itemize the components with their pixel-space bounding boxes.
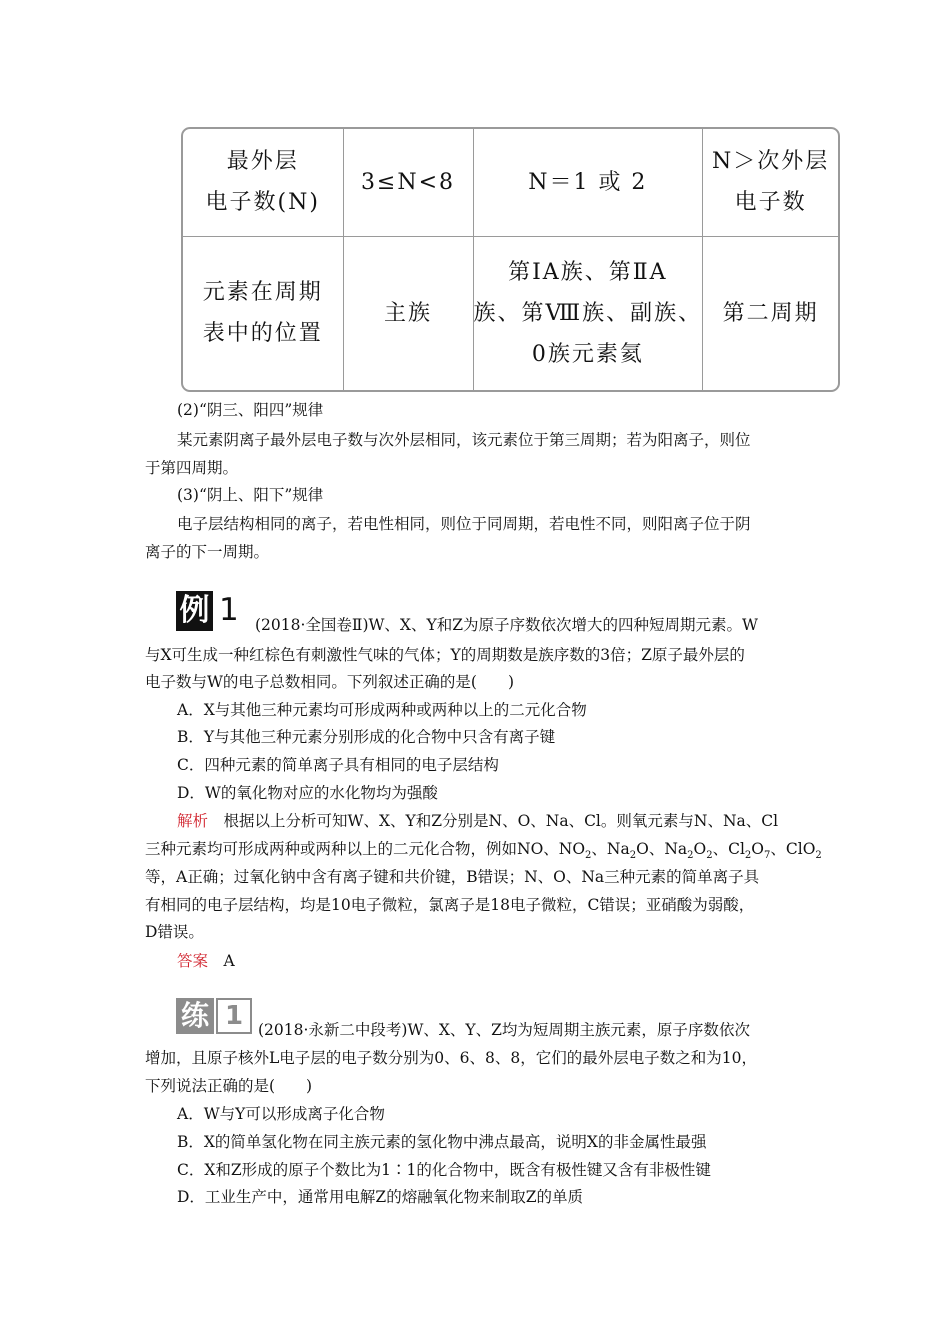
practice-option-c: C．X和Z形成的原子个数比为1∶1的化合物中，既含有极性键又含有非极性键: [177, 1161, 711, 1179]
example-option-c: C．四种元素的简单离子具有相同的电子层结构: [177, 756, 499, 774]
rule2-text-line2: 于第四周期。: [145, 459, 239, 477]
practice-question-line3: 下列说法正确的是( ): [145, 1077, 313, 1095]
example-question-line3: 电子数与W的电子总数相同。下列叙述正确的是( ): [145, 673, 515, 691]
example-analysis-line4: 有相同的电子层结构，均是10电子微粒，氯离子是18电子微粒，C错误；亚硝酸为弱酸，: [145, 896, 755, 914]
rule2-text-line1: 某元素阴离子最外层电子数与次外层相同，该元素位于第三周期；若为阳离子，则位: [177, 431, 751, 449]
rule2-title: (2)“阴三、阳四”规律: [177, 401, 324, 419]
practice-badge-number: 1: [224, 1001, 244, 1031]
practice-option-d: D．工业生产中，通常用电解Z的熔融氧化物来制取Z的单质: [177, 1188, 583, 1206]
example-analysis-line3: 等，A正确；过氧化钠中含有离子键和共价键，B错误；N、O、Na三种元素的简单离子具: [145, 868, 760, 886]
practice-badge-char: 练: [180, 999, 209, 1032]
answer-label: 答案: [177, 952, 209, 970]
rule3-text-line1: 电子层结构相同的离子，若电性相同，则位于同周期，若电性不同，则阳离子位于阴: [177, 515, 751, 533]
example-option-d: D．W的氧化物对应的水化物均为强酸: [177, 784, 438, 802]
rule3-text-line2: 离子的下一周期。: [145, 543, 270, 561]
example-badge-number: 1: [219, 592, 239, 628]
table-cell-n-1-or-2: N＝1 或 2: [473, 129, 703, 236]
practice-option-b: B．X的简单氢化物在同主族元素的氢化物中沸点最高，说明X的非金属性最强: [177, 1133, 707, 1151]
practice-question-line2: 增加，且原子核外L电子层的电子数分别为0、6、8、8，它们的最外层电子数之和为10，: [145, 1049, 757, 1067]
table-cell-main-group-range: 3≤N<8: [343, 129, 473, 236]
example-badge-char: 例: [179, 593, 210, 628]
analysis-label: 解析: [177, 812, 209, 830]
practice-option-a: A．W与Y可以形成离子化合物: [177, 1105, 385, 1123]
example-answer: [177, 951, 235, 971]
answer-value: A: [223, 952, 235, 970]
example-option-a: A．X与其他三种元素均可形成两种或两种以上的二元化合物: [177, 701, 587, 719]
element-position-table: [181, 127, 840, 392]
example-analysis-line5: D错误。: [145, 923, 204, 941]
table-header-position: 元素在周期 表中的位置: [183, 236, 343, 390]
table-cell-n-greater: N＞次外层 电子数: [703, 129, 838, 236]
table-cell-groups: 第ⅠA族、第ⅡA 族、第Ⅷ族、副族、 0族元素氦: [473, 236, 703, 390]
table-header-outer-electrons: 最外层 电子数(N): [183, 129, 343, 236]
example-option-b: B．Y与其他三种元素分别形成的化合物中只含有离子键: [177, 728, 556, 746]
example-analysis-line2: 三种元素均可形成两种或两种以上的二元化合物，例如NO、$NO_2$、$Na_2O$、$Na_2O_2$、$Cl_2O_7$、ClO$_2$: [145, 840, 822, 862]
rule3-title: (3)“阴上、阳下”规律: [177, 486, 324, 504]
table-cell-second-period: 第二周期: [703, 236, 838, 390]
example-question-line1: (2018·全国卷Ⅱ)W、X、Y和Z为原子序数依次增大的四种短周期元素。W: [255, 616, 758, 634]
practice-question-line1: (2018·永新二中段考)W、X、Y、Z均为短周期主族元素，原子序数依次: [258, 1021, 750, 1039]
example-question-line2: 与X可生成一种红棕色有刺激性气味的气体；Y的周期数是族序数的3倍；Z原子最外层的: [145, 646, 745, 664]
table-cell-main-group: 主族: [343, 236, 473, 390]
example-analysis-line1: 解析 根据以上分析可知W、X、Y和Z分别是N、O、Na、Cl。则氧元素与N、Na、Cl: [177, 812, 779, 830]
